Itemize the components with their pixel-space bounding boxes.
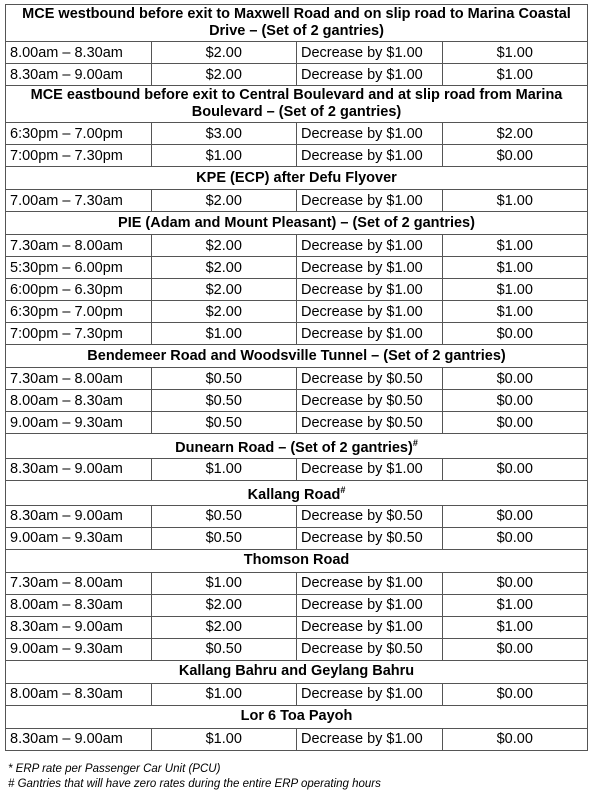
change-cell: Decrease by $1.00	[297, 458, 443, 480]
change-cell: Decrease by $0.50	[297, 368, 443, 390]
change-cell: Decrease by $1.00	[297, 123, 443, 145]
table-row	[6, 412, 588, 434]
change-cell: Decrease by $1.00	[297, 279, 443, 301]
table-row	[6, 505, 588, 527]
section-header-row	[6, 480, 588, 505]
new-rate-cell: $0.00	[442, 505, 588, 527]
table-row	[6, 390, 588, 412]
section-title: PIE (Adam and Mount Pleasant) – (Set of 2 gantries)	[118, 214, 475, 231]
section-header-row	[6, 434, 588, 459]
change-cell: Decrease by $1.00	[297, 42, 443, 64]
current-rate-cell: $2.00	[151, 301, 297, 323]
section-title: Thomson Road	[243, 552, 350, 569]
time-period-cell: 6:30pm – 7.00pm	[6, 301, 152, 323]
section-header	[6, 167, 588, 190]
change-cell: Decrease by $1.00	[297, 572, 443, 594]
table-row	[6, 190, 588, 212]
table-row	[6, 301, 588, 323]
erp-rate-table	[5, 4, 588, 751]
time-period-cell: 7.30am – 8.00am	[6, 572, 152, 594]
table-row	[6, 572, 588, 594]
change-cell: Decrease by $0.50	[297, 638, 443, 660]
section-header	[6, 549, 588, 572]
new-rate-cell: $0.00	[442, 145, 588, 167]
section-title: Lor 6 Toa Payoh	[240, 708, 353, 725]
zero-rate-mark: #	[412, 438, 418, 448]
change-cell: Decrease by $1.00	[297, 64, 443, 86]
new-rate-cell: $0.00	[442, 368, 588, 390]
table-row	[6, 145, 588, 167]
change-cell: Decrease by $1.00	[297, 235, 443, 257]
table-row	[6, 257, 588, 279]
time-period-cell: 7.30am – 8.00am	[6, 368, 152, 390]
new-rate-cell: $0.00	[442, 458, 588, 480]
table-row	[6, 638, 588, 660]
change-cell: Decrease by $0.50	[297, 412, 443, 434]
section-header-row	[6, 345, 588, 368]
section-header	[6, 86, 588, 123]
time-period-cell: 8.00am – 8.30am	[6, 594, 152, 616]
table-row	[6, 527, 588, 549]
section-header-row	[6, 86, 588, 123]
current-rate-cell: $1.00	[151, 572, 297, 594]
change-cell: Decrease by $0.50	[297, 505, 443, 527]
time-period-cell: 8.30am – 9.00am	[6, 505, 152, 527]
change-cell: Decrease by $1.00	[297, 145, 443, 167]
table-row	[6, 279, 588, 301]
section-header	[6, 345, 588, 368]
current-rate-cell: $0.50	[151, 505, 297, 527]
new-rate-cell: $1.00	[442, 301, 588, 323]
section-header-row	[6, 167, 588, 190]
new-rate-cell: $2.00	[442, 123, 588, 145]
time-period-cell: 8.00am – 8.30am	[6, 683, 152, 705]
new-rate-cell: $0.00	[442, 683, 588, 705]
time-period-cell: 9.00am – 9.30am	[6, 412, 152, 434]
time-period-cell: 9.00am – 9.30am	[6, 527, 152, 549]
current-rate-cell: $2.00	[151, 279, 297, 301]
footnote-pcu: * ERP rate per Passenger Car Unit (PCU)	[8, 763, 221, 775]
new-rate-cell: $1.00	[442, 257, 588, 279]
change-cell: Decrease by $1.00	[297, 683, 443, 705]
time-period-cell: 5:30pm – 6.00pm	[6, 257, 152, 279]
time-period-cell: 8.30am – 9.00am	[6, 458, 152, 480]
current-rate-cell: $1.00	[151, 458, 297, 480]
change-cell: Decrease by $1.00	[297, 728, 443, 750]
new-rate-cell: $0.00	[442, 390, 588, 412]
time-period-cell: 7:00pm – 7.30pm	[6, 323, 152, 345]
erp-rate-table-body	[6, 5, 588, 751]
new-rate-cell: $0.00	[442, 572, 588, 594]
new-rate-cell: $0.00	[442, 638, 588, 660]
new-rate-cell: $1.00	[442, 42, 588, 64]
change-cell: Decrease by $1.00	[297, 616, 443, 638]
section-title: Kallang Road	[247, 486, 341, 503]
current-rate-cell: $0.50	[151, 638, 297, 660]
change-cell: Decrease by $0.50	[297, 527, 443, 549]
change-cell: Decrease by $1.00	[297, 190, 443, 212]
time-period-cell: 8.30am – 9.00am	[6, 64, 152, 86]
table-row	[6, 728, 588, 750]
new-rate-cell: $1.00	[442, 616, 588, 638]
table-row	[6, 683, 588, 705]
change-cell: Decrease by $1.00	[297, 323, 443, 345]
time-period-cell: 8.00am – 8.30am	[6, 390, 152, 412]
table-row	[6, 616, 588, 638]
current-rate-cell: $1.00	[151, 683, 297, 705]
table-row	[6, 594, 588, 616]
current-rate-cell: $2.00	[151, 235, 297, 257]
current-rate-cell: $0.50	[151, 412, 297, 434]
current-rate-cell: $0.50	[151, 527, 297, 549]
section-title: KPE (ECP) after Defu Flyover	[196, 169, 397, 186]
section-title: Dunearn Road – (Set of 2 gantries)	[175, 439, 413, 456]
footnotes	[8, 762, 381, 792]
time-period-cell: 8.30am – 9.00am	[6, 728, 152, 750]
current-rate-cell: $0.50	[151, 368, 297, 390]
time-period-cell: 8.30am – 9.00am	[6, 616, 152, 638]
table-row	[6, 123, 588, 145]
section-header-row	[6, 212, 588, 235]
change-cell: Decrease by $0.50	[297, 390, 443, 412]
current-rate-cell: $2.00	[151, 594, 297, 616]
current-rate-cell: $3.00	[151, 123, 297, 145]
new-rate-cell: $0.00	[442, 323, 588, 345]
new-rate-cell: $0.00	[442, 728, 588, 750]
section-header-row	[6, 705, 588, 728]
time-period-cell: 7.30am – 8.00am	[6, 235, 152, 257]
time-period-cell: 9.00am – 9.30am	[6, 638, 152, 660]
section-title: Kallang Bahru and Geylang Bahru	[178, 663, 415, 680]
time-period-cell: 6:00pm – 6.30pm	[6, 279, 152, 301]
time-period-cell: 6:30pm – 7.00pm	[6, 123, 152, 145]
table-row	[6, 368, 588, 390]
section-header	[6, 705, 588, 728]
change-cell: Decrease by $1.00	[297, 594, 443, 616]
section-header	[6, 660, 588, 683]
zero-rate-mark: #	[340, 484, 346, 495]
footnote-zero-rates: # Gantries that will have zero rates during the entire ERP operating hours	[8, 778, 381, 790]
table-row	[6, 323, 588, 345]
current-rate-cell: $2.00	[151, 257, 297, 279]
section-title: MCE eastbound before exit to Central Boulevard and at slip road from Marina Boulevard – (Set of 2 gantries)	[30, 87, 563, 120]
section-title: MCE westbound before exit to Maxwell Road and on slip road to Marina Coastal Drive – (Set of 2 gantries)	[22, 6, 571, 39]
new-rate-cell: $0.00	[442, 527, 588, 549]
table-row	[6, 42, 588, 64]
section-title: Bendemeer Road and Woodsville Tunnel – (Set of 2 gantries)	[87, 347, 506, 364]
section-header	[6, 434, 588, 459]
current-rate-cell: $1.00	[151, 145, 297, 167]
table-row	[6, 235, 588, 257]
current-rate-cell: $0.50	[151, 390, 297, 412]
section-header	[6, 5, 588, 42]
current-rate-cell: $2.00	[151, 42, 297, 64]
new-rate-cell: $1.00	[442, 235, 588, 257]
new-rate-cell: $1.00	[442, 594, 588, 616]
current-rate-cell: $2.00	[151, 190, 297, 212]
change-cell: Decrease by $1.00	[297, 301, 443, 323]
new-rate-cell: $1.00	[442, 279, 588, 301]
table-row	[6, 458, 588, 480]
time-period-cell: 7:00pm – 7.30pm	[6, 145, 152, 167]
new-rate-cell: $1.00	[442, 190, 588, 212]
section-header	[6, 480, 588, 505]
current-rate-cell: $2.00	[151, 616, 297, 638]
current-rate-cell: $2.00	[151, 64, 297, 86]
current-rate-cell: $1.00	[151, 323, 297, 345]
current-rate-cell: $1.00	[151, 728, 297, 750]
table-row	[6, 64, 588, 86]
erp-rate-table-container	[5, 4, 588, 751]
time-period-cell: 8.00am – 8.30am	[6, 42, 152, 64]
new-rate-cell: $1.00	[442, 64, 588, 86]
new-rate-cell: $0.00	[442, 412, 588, 434]
time-period-cell: 7.00am – 7.30am	[6, 190, 152, 212]
section-header-row	[6, 660, 588, 683]
section-header-row	[6, 549, 588, 572]
section-header-row	[6, 5, 588, 42]
section-header	[6, 212, 588, 235]
change-cell: Decrease by $1.00	[297, 257, 443, 279]
